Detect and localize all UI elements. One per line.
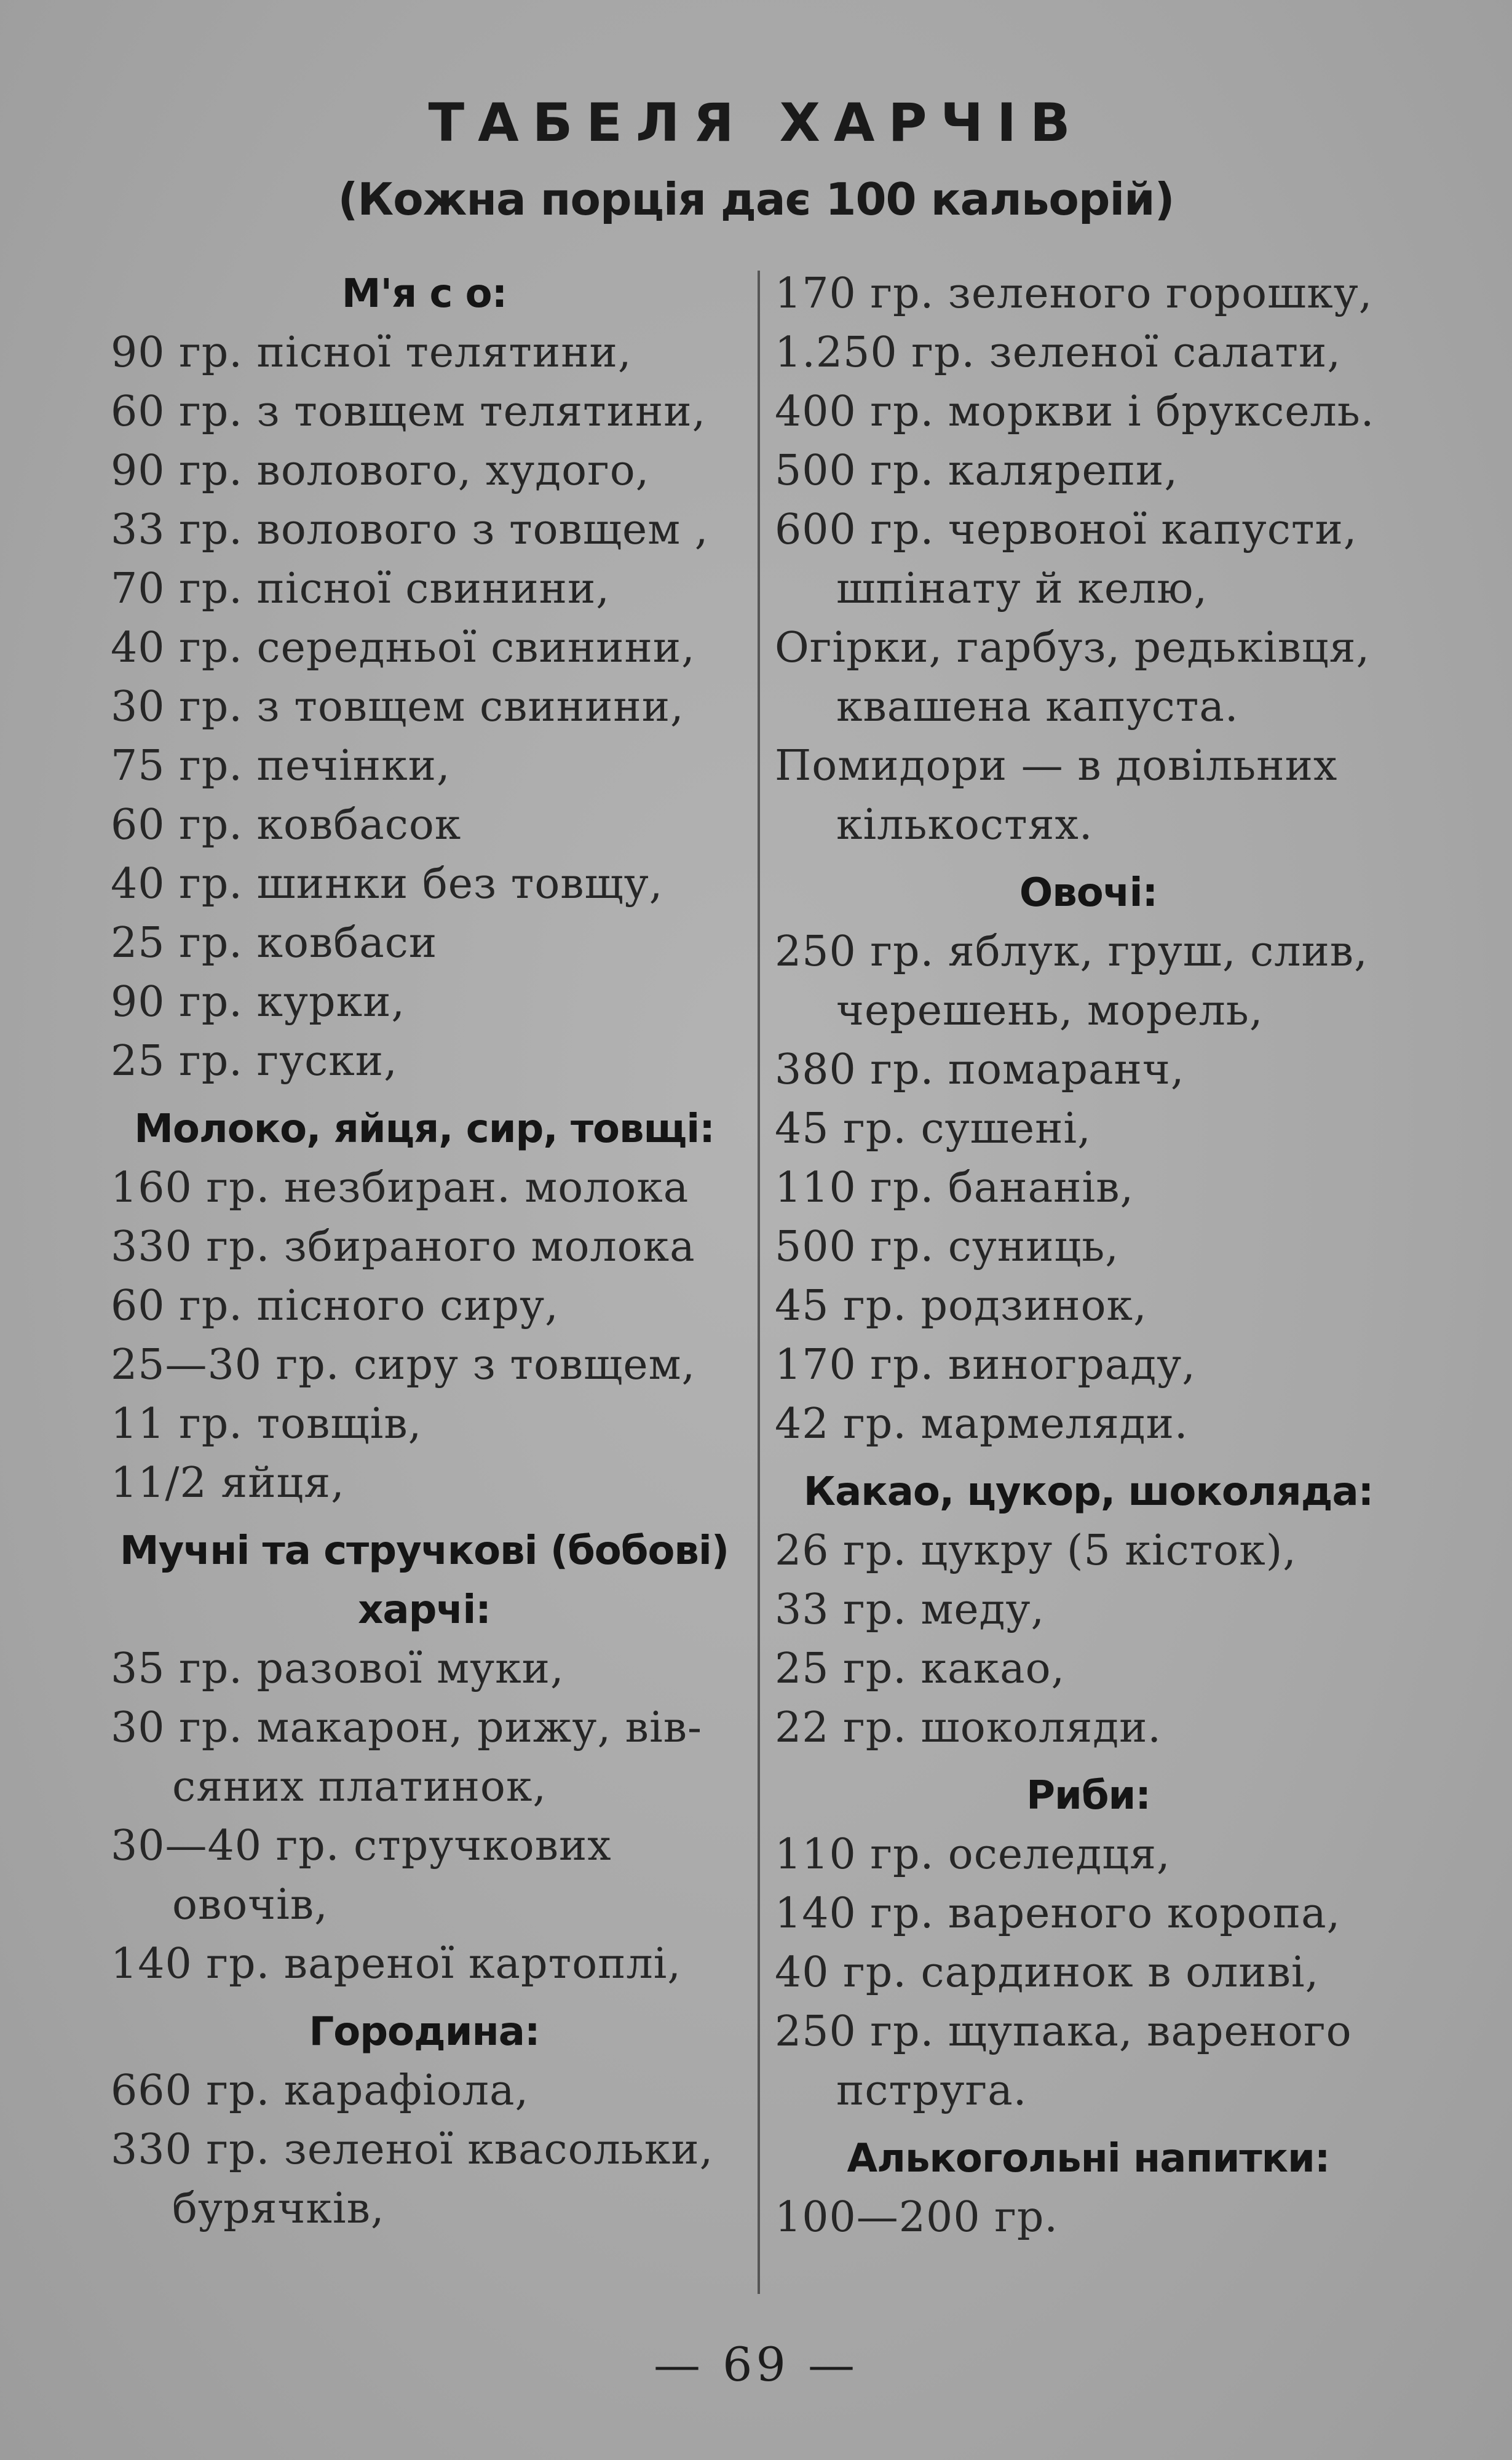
food-item xyxy=(111,560,738,619)
food-item xyxy=(111,1699,738,1817)
food-item xyxy=(775,2188,1402,2247)
food-item-text: 45 гр. родзинок, xyxy=(775,1282,1147,1330)
food-item xyxy=(775,264,1402,323)
food-item-continuation: сяних платинок, xyxy=(172,1763,547,1811)
page-number: — 69 — xyxy=(653,2337,859,2392)
column-divider xyxy=(758,271,760,2294)
section xyxy=(775,1454,1402,1758)
food-item xyxy=(775,1522,1402,1581)
food-item-text: 35 гр. разової муки, xyxy=(111,1645,564,1693)
food-item-text: 60 гр. ковбасок xyxy=(111,801,462,849)
section-heading: Алькогольні напитки: xyxy=(847,2136,1330,2181)
section-gap xyxy=(111,1994,738,2002)
food-item xyxy=(775,1825,1402,1884)
food-item xyxy=(111,383,738,442)
food-item xyxy=(775,1277,1402,1336)
food-item xyxy=(111,1336,738,1395)
food-item-text: 1.250 гр. зеленої салати, xyxy=(775,328,1341,377)
food-item-text: 60 гр. з товщем телятини, xyxy=(111,387,707,436)
section-heading-cont: харчі: xyxy=(358,1587,491,1633)
food-item xyxy=(111,2061,738,2121)
food-item-text: 40 гр. сардинок в оливі, xyxy=(775,1948,1320,1997)
food-item-text: 330 гр. зеленої квасольки, xyxy=(111,2125,714,2174)
food-item xyxy=(111,1395,738,1454)
food-item xyxy=(111,973,738,1032)
section-gap xyxy=(775,1454,1402,1462)
section-gap xyxy=(775,855,1402,863)
food-item-text: 40 гр. шинки без товщу, xyxy=(111,860,663,908)
left-column xyxy=(111,264,738,2239)
food-item-text: 170 гр. зеленого горошку, xyxy=(775,269,1373,318)
food-item-text: 30—40 гр. стручкових xyxy=(111,1822,612,1870)
food-item-text: 90 гр. пісної телятини, xyxy=(111,328,632,377)
section xyxy=(111,1513,738,1994)
food-item-text: 11 гр. товщів, xyxy=(111,1400,422,1448)
food-item xyxy=(111,796,738,855)
food-item-text: 140 гр. вареного коропа, xyxy=(775,1889,1341,1938)
food-item-text: 70 гр. пісної свинини, xyxy=(111,565,610,613)
food-item xyxy=(775,383,1402,442)
food-item-text: 160 гр. незбиран. молока xyxy=(111,1164,689,1212)
food-item-text: 170 гр. винограду, xyxy=(775,1341,1196,1389)
right-column xyxy=(775,264,1402,2247)
section xyxy=(775,2121,1402,2247)
food-item-text: 25—30 гр. сиру з товщем, xyxy=(111,1341,696,1389)
food-item-text: 22 гр. шоколяди. xyxy=(775,1704,1162,1752)
food-item-text: 60 гр. пісного сиру, xyxy=(111,1282,559,1330)
food-item-text: 250 гр. яблук, груш, слив, xyxy=(775,927,1368,976)
food-item-text: 25 гр. гуски, xyxy=(111,1037,398,1085)
food-item-text: 250 гр. щупака, вареного xyxy=(775,2007,1352,2056)
section-heading: Овочі: xyxy=(1019,870,1158,916)
food-item-text: Огірки, гарбуз, редьківця, xyxy=(775,624,1371,672)
food-item xyxy=(775,1159,1402,1218)
page-subtitle: (Кожна порція дає 100 кальорій) xyxy=(338,173,1174,225)
food-item-text: 33 гр. меду, xyxy=(775,1585,1045,1634)
food-item-text: 26 гр. цукру (5 кісток), xyxy=(775,1526,1297,1575)
section-gap xyxy=(775,2121,1402,2129)
food-item xyxy=(111,619,738,678)
section xyxy=(775,264,1402,855)
section xyxy=(111,1091,738,1513)
food-item-text: 90 гр. курки, xyxy=(111,978,406,1026)
food-item-text: 330 гр. збираного молока xyxy=(111,1223,695,1271)
food-item xyxy=(111,1817,738,1935)
food-item-text: 33 гр. волового з товщем , xyxy=(111,506,709,554)
food-item xyxy=(111,914,738,973)
food-item-continuation: черешень, морель, xyxy=(836,986,1264,1035)
food-item-continuation: пструга. xyxy=(836,2066,1027,2115)
food-item xyxy=(775,1884,1402,1943)
food-item xyxy=(775,1699,1402,1758)
food-item xyxy=(111,855,738,914)
food-item xyxy=(111,501,738,560)
food-item-text: 11/2 яйця, xyxy=(111,1459,345,1507)
section-gap xyxy=(111,1091,738,1100)
section-heading: Молоко, яйця, сир, товщі: xyxy=(134,1106,714,1152)
food-item-text: 25 гр. какао, xyxy=(775,1645,1066,1693)
food-item xyxy=(775,501,1402,619)
food-item xyxy=(111,1454,738,1513)
food-item-text: 45 гр. сушені, xyxy=(775,1105,1091,1153)
food-item xyxy=(111,1935,738,1994)
food-item-text: 30 гр. макарон, рижу, вів- xyxy=(111,1704,702,1752)
food-item-continuation: шпінату й келю, xyxy=(836,565,1208,613)
food-item-text: 500 гр. калярепи, xyxy=(775,446,1178,495)
food-item xyxy=(111,2121,738,2239)
food-item xyxy=(111,1277,738,1336)
section-gap xyxy=(775,1758,1402,1766)
food-item-text: Помидори — в довільних xyxy=(775,742,1338,790)
food-item xyxy=(111,442,738,501)
food-item xyxy=(111,323,738,383)
section-heading: Мучні та стручкові (бобові) xyxy=(119,1528,729,1574)
food-item-continuation: бурячків, xyxy=(172,2184,385,2233)
food-item-text: 90 гр. волового, худого, xyxy=(111,446,650,495)
food-item xyxy=(775,1336,1402,1395)
food-item xyxy=(775,323,1402,383)
food-item-text: 500 гр. суниць, xyxy=(775,1223,1119,1271)
food-item-text: 30 гр. з товщем свинини, xyxy=(111,683,684,731)
section-gap xyxy=(111,1513,738,1522)
food-item-text: 600 гр. червоної капусти, xyxy=(775,506,1358,554)
section xyxy=(775,855,1402,1454)
food-item-text: 25 гр. ковбаси xyxy=(111,919,438,967)
section-heading: Какао, цукор, шоколяда: xyxy=(803,1469,1374,1515)
page-title: ТАБЕЛЯ ХАРЧІВ xyxy=(428,92,1084,154)
food-item-text: 380 гр. помаранч, xyxy=(775,1046,1185,1094)
food-item xyxy=(775,1581,1402,1640)
food-item-text: 40 гр. середньої свинини, xyxy=(111,624,695,672)
section xyxy=(111,264,738,1091)
section xyxy=(775,1758,1402,2121)
food-item xyxy=(775,1943,1402,2002)
section-heading: Городина: xyxy=(309,2009,540,2055)
food-item-text: 140 гр. вареної картоплі, xyxy=(111,1940,682,1988)
food-item xyxy=(775,1395,1402,1454)
food-item xyxy=(775,922,1402,1041)
food-item xyxy=(775,619,1402,737)
food-item-text: 660 гр. карафіола, xyxy=(111,2066,529,2115)
food-item xyxy=(111,678,738,737)
food-item-text: 400 гр. моркви і бруксель. xyxy=(775,387,1375,436)
food-item xyxy=(775,1640,1402,1699)
food-item xyxy=(775,1100,1402,1159)
food-item-text: 75 гр. печінки, xyxy=(111,742,451,790)
section-heading: М'я с о: xyxy=(341,271,507,317)
food-item xyxy=(775,1041,1402,1100)
section-heading: Риби: xyxy=(1026,1773,1150,1819)
food-item-text: 42 гр. мармеляди. xyxy=(775,1400,1189,1448)
food-item-continuation: овочів, xyxy=(172,1881,328,1929)
section xyxy=(111,1994,738,2239)
food-item xyxy=(111,1640,738,1699)
food-item-continuation: кількостях. xyxy=(836,801,1093,849)
food-item xyxy=(111,1218,738,1277)
food-item-continuation: квашена капуста. xyxy=(836,683,1239,731)
food-item xyxy=(775,1218,1402,1277)
food-item xyxy=(111,737,738,796)
food-item xyxy=(775,442,1402,501)
food-item xyxy=(111,1032,738,1091)
food-item-text: 100—200 гр. xyxy=(775,2193,1058,2242)
food-item-text: 110 гр. бананів, xyxy=(775,1164,1134,1212)
food-item xyxy=(111,1159,738,1218)
food-item xyxy=(775,737,1402,855)
food-item xyxy=(775,2002,1402,2121)
food-item-text: 110 гр. оселедця, xyxy=(775,1830,1171,1879)
